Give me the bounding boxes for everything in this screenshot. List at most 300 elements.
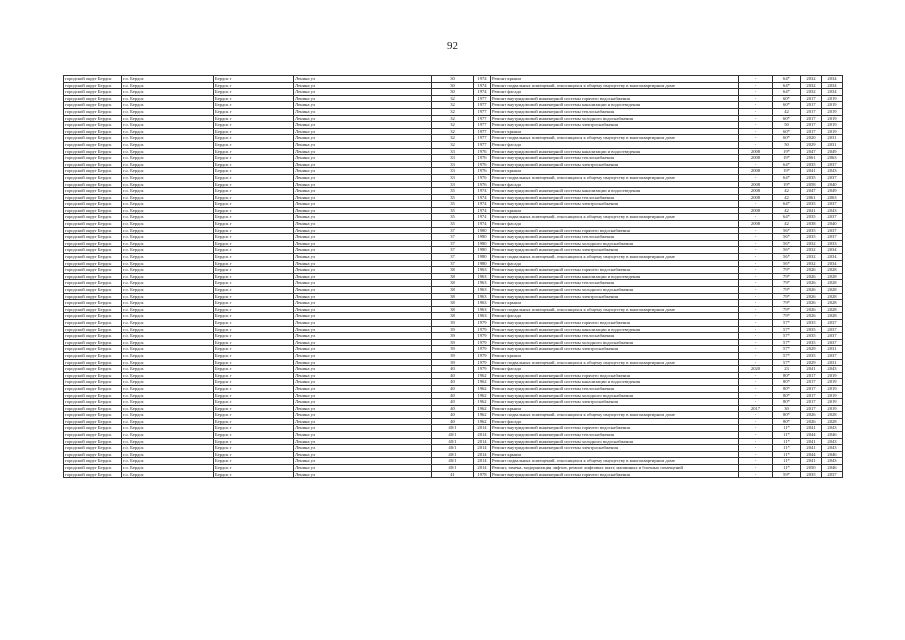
settlement-cell: г.о. Бердск bbox=[122, 141, 214, 148]
municipality-cell: городской округ Бердск bbox=[64, 89, 122, 96]
build-year-cell: 1976 bbox=[474, 161, 491, 168]
build-year-cell: 1963 bbox=[474, 280, 491, 287]
settlement-cell: г.о. Бердск bbox=[122, 465, 214, 472]
build-year-cell: 1978 bbox=[474, 471, 491, 478]
table-row bbox=[64, 471, 843, 478]
end-year-cell: 2063 bbox=[822, 194, 843, 201]
repair-schedule-sheet bbox=[63, 75, 842, 478]
street-cell: Ленина ул bbox=[294, 326, 432, 333]
locality-cell: Бердск г bbox=[214, 346, 294, 353]
build-year-cell: 2014 bbox=[474, 458, 491, 465]
municipality-cell: городской округ Бердск bbox=[64, 102, 122, 109]
municipality-cell: городской округ Бердск bbox=[64, 333, 122, 340]
locality-cell: Бердск г bbox=[214, 451, 294, 458]
house-number-cell: 40 bbox=[432, 392, 474, 399]
end-year-cell: 2019 bbox=[822, 392, 843, 399]
table-row bbox=[64, 346, 843, 353]
work-type-cell: Ремонт фасада bbox=[491, 221, 739, 228]
wear-percent-cell: 42 bbox=[773, 207, 801, 214]
work-type-cell: Ремонт фасада bbox=[491, 181, 739, 188]
municipality-cell: городской округ Бердск bbox=[64, 352, 122, 359]
street-cell: Ленина ул bbox=[294, 188, 432, 195]
last-repair-year-cell: - bbox=[739, 379, 773, 386]
build-year-cell: 1962 bbox=[474, 418, 491, 425]
municipality-cell: городской округ Бердск bbox=[64, 181, 122, 188]
street-cell: Ленина ул bbox=[294, 412, 432, 419]
work-type-cell: Ремонт внутридомовой инженерной системы холодного водоснабжения bbox=[491, 339, 739, 346]
wear-percent-cell: 56* bbox=[773, 260, 801, 267]
settlement-cell: г.о. Бердск bbox=[122, 174, 214, 181]
work-type-cell: Ремонт фасада bbox=[491, 89, 739, 96]
municipality-cell: городской округ Бердск bbox=[64, 385, 122, 392]
wear-percent-cell: 80* bbox=[773, 399, 801, 406]
repair-schedule-table bbox=[63, 75, 843, 478]
build-year-cell: 1963 bbox=[474, 273, 491, 280]
locality-cell: Бердск г bbox=[214, 379, 294, 386]
start-year-cell: 2017 bbox=[801, 385, 822, 392]
start-year-cell: 2017 bbox=[801, 122, 822, 129]
build-year-cell: 1979 bbox=[474, 346, 491, 353]
locality-cell: Бердск г bbox=[214, 313, 294, 320]
locality-cell: Бердск г bbox=[214, 194, 294, 201]
last-repair-year-cell: - bbox=[739, 392, 773, 399]
house-number-cell: 37 bbox=[432, 247, 474, 254]
locality-cell: Бердск г bbox=[214, 221, 294, 228]
last-repair-year-cell: - bbox=[739, 115, 773, 122]
end-year-cell: 2034 bbox=[822, 76, 843, 83]
start-year-cell: 2026 bbox=[801, 313, 822, 320]
end-year-cell: 2043 bbox=[822, 366, 843, 373]
house-number-cell: 40 bbox=[432, 399, 474, 406]
house-number-cell: 40 bbox=[432, 372, 474, 379]
municipality-cell: городской округ Бердск bbox=[64, 280, 122, 287]
work-type-cell: Ремонт крыши bbox=[491, 405, 739, 412]
street-cell: Ленина ул bbox=[294, 221, 432, 228]
settlement-cell: г.о. Бердск bbox=[122, 115, 214, 122]
settlement-cell: г.о. Бердск bbox=[122, 392, 214, 399]
settlement-cell: г.о. Бердск bbox=[122, 76, 214, 83]
street-cell: Ленина ул bbox=[294, 227, 432, 234]
last-repair-year-cell: - bbox=[739, 174, 773, 181]
build-year-cell: 1963 bbox=[474, 293, 491, 300]
municipality-cell: городской округ Бердск bbox=[64, 168, 122, 175]
wear-percent-cell: 56* bbox=[773, 227, 801, 234]
last-repair-year-cell: - bbox=[739, 273, 773, 280]
wear-percent-cell: 57* bbox=[773, 339, 801, 346]
end-year-cell: 2028 bbox=[822, 412, 843, 419]
start-year-cell: 2035 bbox=[801, 326, 822, 333]
settlement-cell: г.о. Бердск bbox=[122, 326, 214, 333]
house-number-cell: 32 bbox=[432, 141, 474, 148]
work-type-cell: Ремонт внутридомовой инженерной системы электроснабжения bbox=[491, 201, 739, 208]
house-number-cell: 37 bbox=[432, 227, 474, 234]
settlement-cell: г.о. Бердск bbox=[122, 412, 214, 419]
wear-percent-cell: 57* bbox=[773, 346, 801, 353]
settlement-cell: г.о. Бердск bbox=[122, 181, 214, 188]
end-year-cell: 2043 bbox=[822, 445, 843, 452]
build-year-cell: 1963 bbox=[474, 267, 491, 274]
end-year-cell: 2040 bbox=[822, 221, 843, 228]
settlement-cell: г.о. Бердск bbox=[122, 155, 214, 162]
build-year-cell: 1980 bbox=[474, 240, 491, 247]
street-cell: Ленина ул bbox=[294, 287, 432, 294]
table-row bbox=[64, 89, 843, 96]
last-repair-year-cell: - bbox=[739, 102, 773, 109]
end-year-cell: 2046 bbox=[822, 432, 843, 439]
street-cell: Ленина ул bbox=[294, 207, 432, 214]
municipality-cell: городской округ Бердск bbox=[64, 95, 122, 102]
settlement-cell: г.о. Бердск bbox=[122, 234, 214, 241]
settlement-cell: г.о. Бердск bbox=[122, 135, 214, 142]
settlement-cell: г.о. Бердск bbox=[122, 148, 214, 155]
table-row bbox=[64, 425, 843, 432]
wear-percent-cell: 56* bbox=[773, 240, 801, 247]
build-year-cell: 1974 bbox=[474, 221, 491, 228]
locality-cell: Бердск г bbox=[214, 174, 294, 181]
street-cell: Ленина ул bbox=[294, 379, 432, 386]
house-number-cell: 38 bbox=[432, 267, 474, 274]
settlement-cell: г.о. Бердск bbox=[122, 379, 214, 386]
start-year-cell: 2041 bbox=[801, 366, 822, 373]
locality-cell: Бердск г bbox=[214, 458, 294, 465]
work-type-cell: Ремонт крыши bbox=[491, 352, 739, 359]
wear-percent-cell: 42 bbox=[773, 194, 801, 201]
start-year-cell: 2029 bbox=[801, 359, 822, 366]
house-number-cell: 40/1 bbox=[432, 425, 474, 432]
wear-percent-cell: 11* bbox=[773, 465, 801, 472]
start-year-cell: 2017 bbox=[801, 115, 822, 122]
locality-cell: Бердск г bbox=[214, 148, 294, 155]
work-type-cell: Ремонт внутридомовой инженерной системы горячего водоснабжения bbox=[491, 319, 739, 326]
end-year-cell: 2037 bbox=[822, 227, 843, 234]
wear-percent-cell: 60* bbox=[773, 95, 801, 102]
municipality-cell: городской округ Бердск bbox=[64, 399, 122, 406]
end-year-cell: 2037 bbox=[822, 352, 843, 359]
work-type-cell: Ремонт внутридомовой инженерной системы теплоснабжения bbox=[491, 234, 739, 241]
settlement-cell: г.о. Бердск bbox=[122, 201, 214, 208]
locality-cell: Бердск г bbox=[214, 122, 294, 129]
settlement-cell: г.о. Бердск bbox=[122, 432, 214, 439]
table-row bbox=[64, 385, 843, 392]
last-repair-year-cell: - bbox=[739, 418, 773, 425]
start-year-cell: 2032 bbox=[801, 260, 822, 267]
locality-cell: Бердск г bbox=[214, 254, 294, 261]
start-year-cell: 2017 bbox=[801, 108, 822, 115]
table-row bbox=[64, 95, 843, 102]
build-year-cell: 2014 bbox=[474, 465, 491, 472]
locality-cell: Бердск г bbox=[214, 155, 294, 162]
street-cell: Ленина ул bbox=[294, 385, 432, 392]
locality-cell: Бердск г bbox=[214, 366, 294, 373]
settlement-cell: г.о. Бердск bbox=[122, 260, 214, 267]
house-number-cell: 32 bbox=[432, 128, 474, 135]
street-cell: Ленина ул bbox=[294, 155, 432, 162]
locality-cell: Бердск г bbox=[214, 418, 294, 425]
work-type-cell: Ремонт подвальных помещений, относящихся к общему имуществу в многоквартирном доме bbox=[491, 458, 739, 465]
wear-percent-cell: 80* bbox=[773, 372, 801, 379]
table-row bbox=[64, 366, 843, 373]
locality-cell: Бердск г bbox=[214, 293, 294, 300]
build-year-cell: 1963 bbox=[474, 306, 491, 313]
house-number-cell: 40 bbox=[432, 412, 474, 419]
wear-percent-cell: 80* bbox=[773, 379, 801, 386]
municipality-cell: городской округ Бердск bbox=[64, 254, 122, 261]
last-repair-year-cell: - bbox=[739, 135, 773, 142]
settlement-cell: г.о. Бердск bbox=[122, 319, 214, 326]
end-year-cell: 2019 bbox=[822, 108, 843, 115]
locality-cell: Бердск г bbox=[214, 273, 294, 280]
house-number-cell: 35 bbox=[432, 221, 474, 228]
municipality-cell: городской округ Бердск bbox=[64, 141, 122, 148]
last-repair-year-cell: - bbox=[739, 399, 773, 406]
work-type-cell: Ремонт внутридомовой инженерной системы горячего водоснабжения bbox=[491, 227, 739, 234]
street-cell: Ленина ул bbox=[294, 306, 432, 313]
end-year-cell: 2043 bbox=[822, 438, 843, 445]
settlement-cell: г.о. Бердск bbox=[122, 359, 214, 366]
last-repair-year-cell: 2020 bbox=[739, 366, 773, 373]
wear-percent-cell: 57* bbox=[773, 326, 801, 333]
street-cell: Ленина ул bbox=[294, 313, 432, 320]
municipality-cell: городской округ Бердск bbox=[64, 471, 122, 478]
municipality-cell: городской округ Бердск bbox=[64, 82, 122, 89]
end-year-cell: 2019 bbox=[822, 115, 843, 122]
work-type-cell: Ремонт крыши bbox=[491, 451, 739, 458]
street-cell: Ленина ул bbox=[294, 273, 432, 280]
table-row bbox=[64, 227, 843, 234]
table-row bbox=[64, 240, 843, 247]
start-year-cell: 2029 bbox=[801, 346, 822, 353]
work-type-cell: Ремонт внутридомовой инженерной системы теплоснабжения bbox=[491, 108, 739, 115]
settlement-cell: г.о. Бердск bbox=[122, 313, 214, 320]
table-row bbox=[64, 306, 843, 313]
house-number-cell: 32 bbox=[432, 102, 474, 109]
work-type-cell: Ремонт внутридомовой инженерной системы холодного водоснабжения bbox=[491, 438, 739, 445]
last-repair-year-cell: - bbox=[739, 141, 773, 148]
start-year-cell: 2041 bbox=[801, 425, 822, 432]
table-row bbox=[64, 188, 843, 195]
settlement-cell: г.о. Бердск bbox=[122, 221, 214, 228]
table-row bbox=[64, 300, 843, 307]
settlement-cell: г.о. Бердск bbox=[122, 418, 214, 425]
last-repair-year-cell: - bbox=[739, 247, 773, 254]
end-year-cell: 2043 bbox=[822, 458, 843, 465]
municipality-cell: городской округ Бердск bbox=[64, 287, 122, 294]
street-cell: Ленина ул bbox=[294, 194, 432, 201]
street-cell: Ленина ул bbox=[294, 267, 432, 274]
work-type-cell: Ремонт внутридомовой инженерной системы холодного водоснабжения bbox=[491, 287, 739, 294]
start-year-cell: 2026 bbox=[801, 306, 822, 313]
table-row bbox=[64, 128, 843, 135]
table-row bbox=[64, 273, 843, 280]
build-year-cell: 1974 bbox=[474, 188, 491, 195]
street-cell: Ленина ул bbox=[294, 425, 432, 432]
last-repair-year-cell: - bbox=[739, 385, 773, 392]
house-number-cell: 38 bbox=[432, 273, 474, 280]
municipality-cell: городской округ Бердск bbox=[64, 194, 122, 201]
municipality-cell: городской округ Бердск bbox=[64, 227, 122, 234]
build-year-cell: 1962 bbox=[474, 405, 491, 412]
street-cell: Ленина ул bbox=[294, 247, 432, 254]
table-row bbox=[64, 115, 843, 122]
last-repair-year-cell: - bbox=[739, 227, 773, 234]
start-year-cell: 2035 bbox=[801, 214, 822, 221]
start-year-cell: 2017 bbox=[801, 379, 822, 386]
wear-percent-cell: 79* bbox=[773, 280, 801, 287]
settlement-cell: г.о. Бердск bbox=[122, 161, 214, 168]
work-type-cell: Ремонт внутридомовой инженерной системы электроснабжения bbox=[491, 346, 739, 353]
work-type-cell: Ремонт внутридомовой инженерной системы горячего водоснабжения bbox=[491, 471, 739, 478]
work-type-cell: Ремонт внутридомовой инженерной системы теплоснабжения bbox=[491, 333, 739, 340]
municipality-cell: городской округ Бердск bbox=[64, 372, 122, 379]
work-type-cell: Ремонт подвальных помещений, относящихся к общему имуществу в многоквартирном доме bbox=[491, 306, 739, 313]
locality-cell: Бердск г bbox=[214, 260, 294, 267]
start-year-cell: 2035 bbox=[801, 227, 822, 234]
table-row bbox=[64, 168, 843, 175]
settlement-cell: г.о. Бердск bbox=[122, 451, 214, 458]
wear-percent-cell: 19* bbox=[773, 155, 801, 162]
settlement-cell: г.о. Бердск bbox=[122, 372, 214, 379]
municipality-cell: городской округ Бердск bbox=[64, 148, 122, 155]
municipality-cell: городской округ Бердск bbox=[64, 418, 122, 425]
table-row bbox=[64, 102, 843, 109]
build-year-cell: 1962 bbox=[474, 399, 491, 406]
locality-cell: Бердск г bbox=[214, 352, 294, 359]
end-year-cell: 2034 bbox=[822, 260, 843, 267]
house-number-cell: 40/1 bbox=[432, 445, 474, 452]
start-year-cell: 2035 bbox=[801, 339, 822, 346]
house-number-cell: 40/1 bbox=[432, 451, 474, 458]
start-year-cell: 2032 bbox=[801, 240, 822, 247]
last-repair-year-cell: - bbox=[739, 352, 773, 359]
locality-cell: Бердск г bbox=[214, 339, 294, 346]
house-number-cell: 38 bbox=[432, 313, 474, 320]
last-repair-year-cell: - bbox=[739, 451, 773, 458]
end-year-cell: 2043 bbox=[822, 168, 843, 175]
table-row bbox=[64, 445, 843, 452]
wear-percent-cell: 64* bbox=[773, 161, 801, 168]
work-type-cell: Ремонт внутридомовой инженерной системы горячего водоснабжения bbox=[491, 95, 739, 102]
locality-cell: Бердск г bbox=[214, 438, 294, 445]
settlement-cell: г.о. Бердск bbox=[122, 333, 214, 340]
last-repair-year-cell: - bbox=[739, 372, 773, 379]
start-year-cell: 2035 bbox=[801, 333, 822, 340]
table-row bbox=[64, 247, 843, 254]
build-year-cell: 1974 bbox=[474, 201, 491, 208]
street-cell: Ленина ул bbox=[294, 181, 432, 188]
build-year-cell: 1976 bbox=[474, 181, 491, 188]
work-type-cell: Ремонт крыши bbox=[491, 207, 739, 214]
last-repair-year-cell: - bbox=[739, 339, 773, 346]
municipality-cell: городской округ Бердск bbox=[64, 326, 122, 333]
house-number-cell: 37 bbox=[432, 234, 474, 241]
locality-cell: Бердск г bbox=[214, 326, 294, 333]
settlement-cell: г.о. Бердск bbox=[122, 445, 214, 452]
municipality-cell: городской округ Бердск bbox=[64, 115, 122, 122]
work-type-cell: Ремонт внутридомовой инженерной системы электроснабжения bbox=[491, 399, 739, 406]
settlement-cell: г.о. Бердск bbox=[122, 385, 214, 392]
locality-cell: Бердск г bbox=[214, 385, 294, 392]
table-row bbox=[64, 287, 843, 294]
table-row bbox=[64, 201, 843, 208]
work-type-cell: Ремонт внутридомовой инженерной системы теплоснабжения bbox=[491, 194, 739, 201]
end-year-cell: 2040 bbox=[822, 181, 843, 188]
page-number: 92 bbox=[447, 40, 458, 52]
settlement-cell: г.о. Бердск bbox=[122, 273, 214, 280]
house-number-cell: 37 bbox=[432, 260, 474, 267]
house-number-cell: 38 bbox=[432, 293, 474, 300]
last-repair-year-cell: - bbox=[739, 267, 773, 274]
last-repair-year-cell: 2008 bbox=[739, 155, 773, 162]
house-number-cell: 40/1 bbox=[432, 465, 474, 472]
end-year-cell: 2037 bbox=[822, 174, 843, 181]
end-year-cell: 2028 bbox=[822, 267, 843, 274]
last-repair-year-cell: 2008 bbox=[739, 148, 773, 155]
end-year-cell: 2031 bbox=[822, 141, 843, 148]
end-year-cell: 2019 bbox=[822, 379, 843, 386]
street-cell: Ленина ул bbox=[294, 280, 432, 287]
table-row bbox=[64, 148, 843, 155]
street-cell: Ленина ул bbox=[294, 148, 432, 155]
wear-percent-cell: 56* bbox=[773, 247, 801, 254]
end-year-cell: 2019 bbox=[822, 102, 843, 109]
last-repair-year-cell: - bbox=[739, 300, 773, 307]
house-number-cell: 35 bbox=[432, 201, 474, 208]
end-year-cell: 2031 bbox=[822, 135, 843, 142]
municipality-cell: городской округ Бердск bbox=[64, 451, 122, 458]
start-year-cell: 2041 bbox=[801, 207, 822, 214]
work-type-cell: Ремонт внутридомовой инженерной системы электроснабжения bbox=[491, 161, 739, 168]
build-year-cell: 1974 bbox=[474, 82, 491, 89]
work-type-cell: Ремонт внутридомовой инженерной системы электроснабжения bbox=[491, 247, 739, 254]
locality-cell: Бердск г bbox=[214, 319, 294, 326]
work-type-cell: Ремонт внутридомовой инженерной системы холодного водоснабжения bbox=[491, 115, 739, 122]
start-year-cell: 2035 bbox=[801, 352, 822, 359]
build-year-cell: 1976 bbox=[474, 155, 491, 162]
work-type-cell: Ремонт подвальных помещений, относящихся к общему имуществу в многоквартирном доме bbox=[491, 174, 739, 181]
street-cell: Ленина ул bbox=[294, 366, 432, 373]
wear-percent-cell: 60* bbox=[773, 135, 801, 142]
start-year-cell: 2017 bbox=[801, 128, 822, 135]
build-year-cell: 1974 bbox=[474, 76, 491, 83]
locality-cell: Бердск г bbox=[214, 267, 294, 274]
work-type-cell: Ремонт фасада bbox=[491, 141, 739, 148]
street-cell: Ленина ул bbox=[294, 405, 432, 412]
end-year-cell: 2019 bbox=[822, 95, 843, 102]
wear-percent-cell: 60* bbox=[773, 128, 801, 135]
house-number-cell: 35 bbox=[432, 207, 474, 214]
last-repair-year-cell: 2008 bbox=[739, 188, 773, 195]
wear-percent-cell: 23 bbox=[773, 366, 801, 373]
build-year-cell: 1977 bbox=[474, 108, 491, 115]
street-cell: Ленина ул bbox=[294, 168, 432, 175]
house-number-cell: 38 bbox=[432, 287, 474, 294]
house-number-cell: 40 bbox=[432, 405, 474, 412]
start-year-cell: 2035 bbox=[801, 201, 822, 208]
table-row bbox=[64, 418, 843, 425]
last-repair-year-cell: - bbox=[739, 254, 773, 261]
house-number-cell: 39 bbox=[432, 359, 474, 366]
locality-cell: Бердск г bbox=[214, 89, 294, 96]
start-year-cell: 2026 bbox=[801, 412, 822, 419]
table-row bbox=[64, 135, 843, 142]
end-year-cell: 2043 bbox=[822, 207, 843, 214]
settlement-cell: г.о. Бердск bbox=[122, 352, 214, 359]
street-cell: Ленина ул bbox=[294, 451, 432, 458]
table-row bbox=[64, 352, 843, 359]
settlement-cell: г.о. Бердск bbox=[122, 128, 214, 135]
house-number-cell: 40 bbox=[432, 385, 474, 392]
build-year-cell: 1963 bbox=[474, 313, 491, 320]
